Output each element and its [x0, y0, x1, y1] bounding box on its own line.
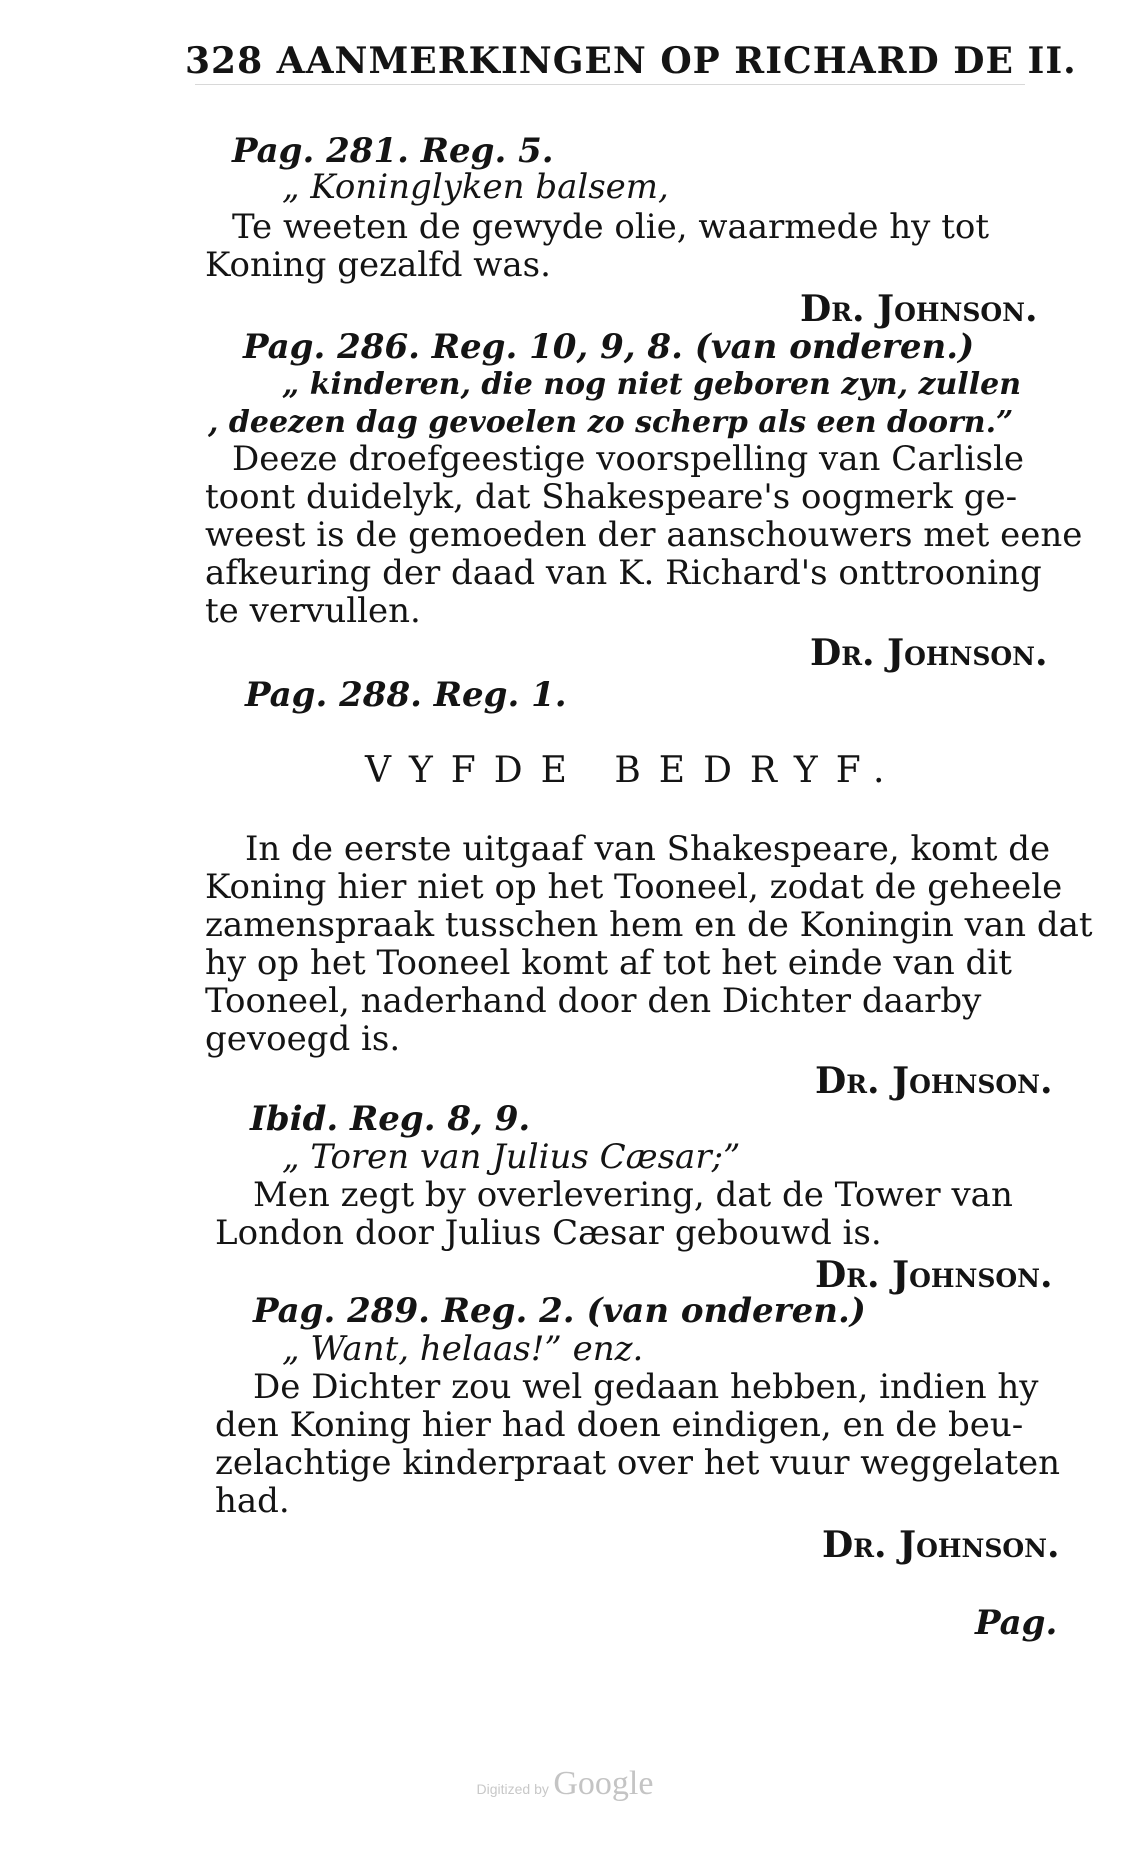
note-body: Tooneel, naderhand door den Dichter daarby — [205, 981, 982, 1021]
note-reference: Pag. 286. Reg. 10, 9, 8. (van onderen.) — [243, 327, 975, 367]
note-quote: , deezen dag gevoelen zo scherp als een doorn.” — [208, 405, 1014, 440]
note-body: Deeze droefgeestige voorspelling van Carlisle — [232, 439, 1024, 479]
note-quote: „ Want, helaas!” enz. — [282, 1329, 644, 1369]
note-body: De Dichter zou wel gedaan hebben, indien hy — [253, 1367, 1039, 1407]
note-body: den Koning hier had doen eindigen, en de beu- — [215, 1405, 1024, 1445]
note-body: Koning gezalfd was. — [205, 245, 551, 285]
note-signature: Dr. Johnson. — [800, 288, 1038, 330]
google-logo: Google — [553, 1765, 654, 1802]
note-signature: Dr. Johnson. — [815, 1060, 1053, 1102]
note-body: weest is de gemoeden der aanschouwers met eene — [205, 515, 1083, 555]
note-body: gevoegd is. — [205, 1019, 401, 1059]
note-reference: Pag. 288. Reg. 1. — [245, 675, 567, 715]
note-body: Men zegt by overlevering, dat de Tower van — [253, 1175, 1013, 1215]
note-body: Koning hier niet op het Tooneel, zodat de geheele — [205, 867, 1063, 907]
digitization-footer — [0, 1765, 1130, 1803]
note-body: afkeuring der daad van K. Richard's onttrooning — [205, 553, 1042, 593]
note-signature: Dr. Johnson. — [822, 1524, 1060, 1566]
note-quote: „ kinderen, die nog niet geboren zyn, zullen — [282, 367, 1021, 402]
note-reference: Ibid. Reg. 8, 9. — [250, 1099, 531, 1139]
note-reference: Pag. 289. Reg. 2. (van onderen.) — [253, 1291, 866, 1331]
note-body: hy op het Tooneel komt af tot het einde van dit — [205, 943, 1012, 983]
note-reference: Pag. 281. Reg. 5. — [232, 131, 554, 171]
note-body: zamenspraak tusschen hem en de Koningin van dat — [205, 905, 1093, 945]
note-body: Te weeten de gewyde olie, waarmede hy tot — [232, 207, 989, 247]
digitized-by-label: Digitized by — [476, 1781, 549, 1797]
catchword: Pag. — [975, 1603, 1058, 1643]
note-signature: Dr. Johnson. — [810, 632, 1048, 674]
header-rule — [195, 84, 1025, 85]
running-header: 328 AANMERKINGEN OP RICHARD DE II. — [185, 40, 1077, 82]
note-signature: Dr. Johnson. — [815, 1254, 1053, 1296]
note-body: zelachtige kinderpraat over het vuur weggelaten — [215, 1443, 1061, 1483]
act-heading: VYFDE BEDRYF. — [365, 750, 903, 791]
note-body: In de eerste uitgaaf van Shakespeare, komt de — [245, 829, 1051, 869]
note-body: had. — [215, 1481, 290, 1521]
note-body: te vervullen. — [205, 591, 421, 631]
note-quote: „ Toren van Julius Cæsar;” — [282, 1137, 741, 1177]
note-body: toont duidelyk, dat Shakespeare's oogmerk ge- — [205, 477, 1018, 517]
note-body: London door Julius Cæsar gebouwd is. — [215, 1213, 882, 1253]
note-quote: „ Koninglyken balsem, — [282, 167, 669, 207]
